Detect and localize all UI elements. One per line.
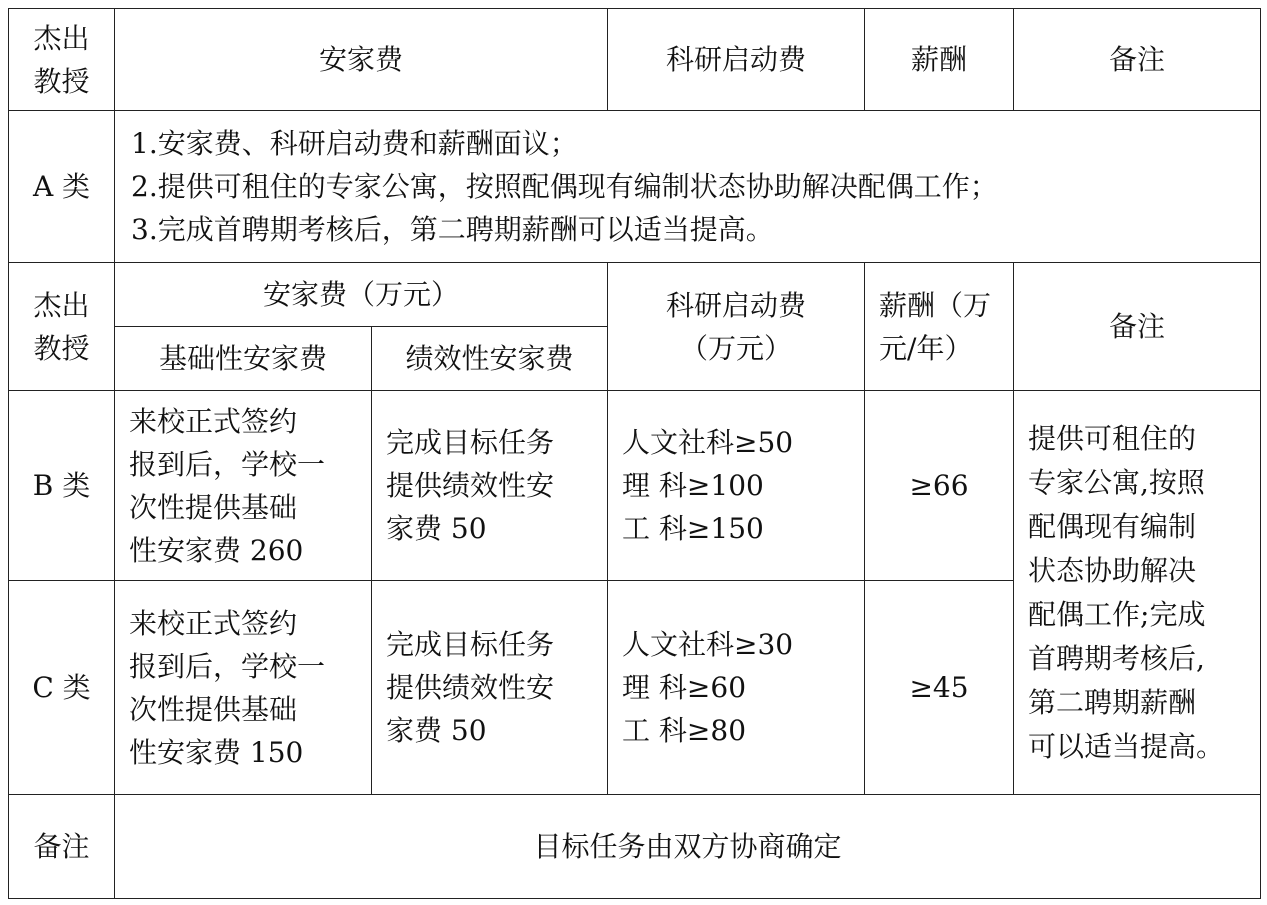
class-a-term-3: 3.完成首聘期考核后，第二聘期薪酬可以适当提高。 [131,213,774,246]
header2-settlement: 安家费（万元） [115,263,608,327]
footer-text: 目标任务由双方协商确定 [115,795,1261,899]
class-b-row [9,391,1261,581]
header2-basic: 基础性安家费 [115,327,372,391]
shared-remarks: 提供可租住的 专家公寓,按照 配偶现有编制 状态协助解决 配偶工作;完成 首聘期考核后, 第二聘期薪酬 可以适当提高。 [1014,391,1261,795]
talent-policy-table [8,8,1261,899]
class-a-label: A 类 [9,111,115,263]
class-a-row [9,111,1261,263]
header2-remarks: 备注 [1014,263,1261,391]
class-a-terms [115,111,1261,263]
header2-salary: 薪酬（万 元/年） [865,263,1014,391]
class-c-basic: 来校正式签约 报到后，学校一 次性提供基础 性安家费 150 [115,581,372,795]
header-row-2a [9,263,1261,327]
class-c-performance: 完成目标任务 提供绩效性安 家费 50 [372,581,608,795]
class-b-label: B 类 [9,391,115,581]
footer-row [9,795,1261,899]
class-b-startup: 人文社科≥50 理 科≥100 工 科≥150 [608,391,865,581]
header2-performance: 绩效性安家费 [372,327,608,391]
class-a-term-1: 1.安家费、科研启动费和薪酬面议； [131,127,578,160]
class-b-salary: ≥66 [865,391,1014,581]
class-b-basic: 来校正式签约 报到后，学校一 次性提供基础 性安家费 260 [115,391,372,581]
class-a-term-2: 2.提供可租住的专家公寓，按照配偶现有编制状态协助解决配偶工作； [131,170,998,203]
header-row-1 [9,9,1261,111]
header-salary: 薪酬 [865,9,1014,111]
header-remarks: 备注 [1014,9,1261,111]
class-c-label: C 类 [9,581,115,795]
header-settlement: 安家费 [115,9,608,111]
class-b-performance: 完成目标任务 提供绩效性安 家费 50 [372,391,608,581]
header-category: 杰出 教授 [9,9,115,111]
header2-category: 杰出 教授 [9,263,115,391]
class-c-salary: ≥45 [865,581,1014,795]
header2-startup: 科研启动费 （万元） [608,263,865,391]
class-c-startup: 人文社科≥30 理 科≥60 工 科≥80 [608,581,865,795]
header-startup: 科研启动费 [608,9,865,111]
footer-label: 备注 [9,795,115,899]
